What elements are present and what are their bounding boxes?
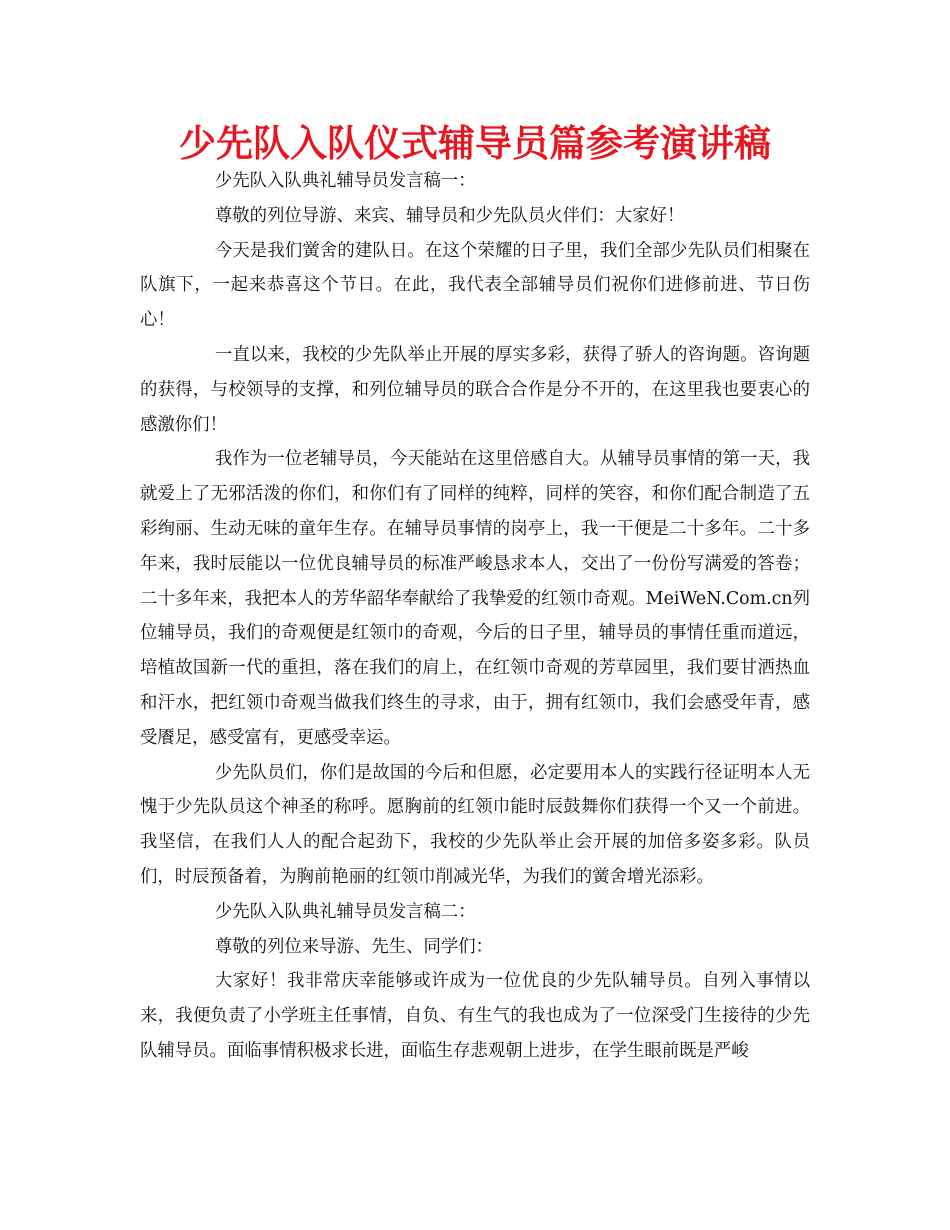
paragraph-team-day: 今天是我们黉舍的建队日。在这个荣耀的日子里，我们全部少先队员们相聚在队旗下，一起来恭喜这个节日。在此，我代表全部辅导员们祝你们进修前进、节日伤心！ xyxy=(140,240,810,331)
paragraph-achievements: 一直以来，我校的少先队举止开展的厚实多彩，获得了骄人的咨询题。咨询题的获得，与校领导的支撑，和列位辅导员的联合合作是分不开的，在这里我也要衷心的感激你们！ xyxy=(140,344,810,435)
paragraph-message-to-members: 少先队员们，你们是故国的今后和但愿，必定要用本人的实践行径证明本人无愧于少先队员这个神圣的称呼。愿胸前的红领巾能时辰鼓舞你们获得一个又一个前进。我坚信，在我们人人的配合起劲下，我校的少先队举止会开展的加倍多姿多彩。队员们，时辰预备着，为胸前艳丽的红领巾削减光华，为我们的黉舍增光添彩。 xyxy=(140,762,810,887)
document-body xyxy=(140,164,810,1069)
paragraph-speech-one-heading: 少先队入队典礼辅导员发言稿一： xyxy=(214,171,476,191)
paragraph-speech-two-heading: 少先队入队典礼辅导员发言稿二： xyxy=(214,901,476,922)
paragraph-introduction: 大家好！我非常庆幸能够或许成为一位优良的少先队辅导员。自列入事情以来，我便负责了小学班主任事情，自负、有生气的我也成为了一位深受门生接待的少先队辅导员。面临事情积极求长进，面临生存悲观朝上进步，在学生眼前既是严峻 xyxy=(140,971,810,1061)
paragraph-veteran-counselor: 我作为一位老辅导员，今天能站在这里倍感自大。从辅导员事情的第一天，我就爱上了无邪活泼的你们，和你们有了同样的纯粹，同样的笑容，和你们配合制造了五彩绚丽、生动无味的童年生存。在辅导员事情的岗亭上，我一干便是二十多年。二十多年来，我时辰能以一位优良辅导员的标准严峻恳求本人，交出了一份份写满爱的答卷；二十多年来，我把本人的芳华韶华奉献给了我挚爱的红领巾奇观。MeiWeN.Com.cn列位辅导员，我们的奇观便是红领巾的奇观，今后的日子里，辅导员的事情任重而道远，培植故国新一代的重担，落在我们的肩上，在红领巾奇观的芳草园里，我们要甘洒热血和汗水，把红领巾奇观当做我们终生的寻求，由于，拥有红领巾，我们会感受年青，感受餍足，感受富有，更感受幸运。 xyxy=(140,449,810,748)
document-title: 少先队入队仪式辅导员篇参考演讲稿 xyxy=(179,122,771,165)
paragraph-greeting-two: 尊敬的列位来导游、先生、同学们： xyxy=(214,936,494,957)
paragraph-greeting: 尊敬的列位导游、来宾、辅导员和少先队员火伴们：大家好！ xyxy=(214,205,685,226)
